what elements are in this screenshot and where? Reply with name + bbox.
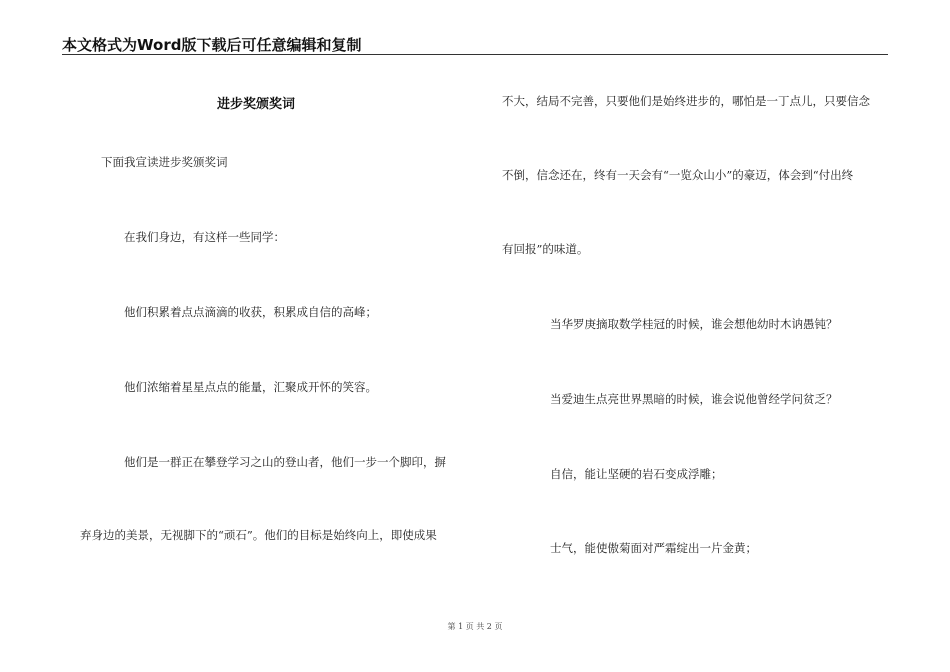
document-title: 进步奖颁奖词	[217, 97, 296, 112]
paragraph-line: 不大，结局不完善，只要他们是始终进步的，哪怕是一丁点儿，只要信念	[502, 94, 870, 108]
paragraph-line: 他们浓缩着星星点点的能量，汇聚成开怀的笑容。	[124, 380, 377, 394]
page-header-text: 本文格式为Word版下载后可任意编辑和复制	[62, 36, 362, 54]
paragraph-line: 弃身边的美景，无视脚下的“顽石”。他们的目标是始终向上，即使成果	[80, 528, 437, 542]
paragraph-line: 当华罗庚摘取数学桂冠的时候，谁会想他幼时木讷愚钝？	[550, 317, 838, 331]
paragraph-line: 当爱迪生点亮世界黑暗的时候，谁会说他曾经学问贫乏？	[550, 392, 838, 406]
page-number: 第 1 页 共 2 页	[447, 622, 503, 631]
paragraph-line: 士气，能使傲菊面对严霜绽出一片金黄；	[550, 541, 757, 555]
header-divider	[62, 54, 888, 55]
paragraph-line: 有回报”的味道。	[502, 242, 589, 256]
paragraph-line: 他们是一群正在攀登学习之山的登山者，他们一步一个脚印，摒	[124, 455, 446, 469]
paragraph-line: 他们积累着点点滴滴的收获，积累成自信的高峰；	[124, 305, 377, 319]
paragraph-line: 自信，能让坚硬的岩石变成浮雕；	[550, 467, 723, 481]
paragraph-line: 不倒，信念还在，终有一天会有“一览众山小”的豪迈，体会到“付出终	[502, 168, 854, 182]
paragraph-line: 下面我宣读进步奖颁奖词	[101, 155, 228, 169]
paragraph-line: 在我们身边，有这样一些同学：	[124, 230, 285, 244]
